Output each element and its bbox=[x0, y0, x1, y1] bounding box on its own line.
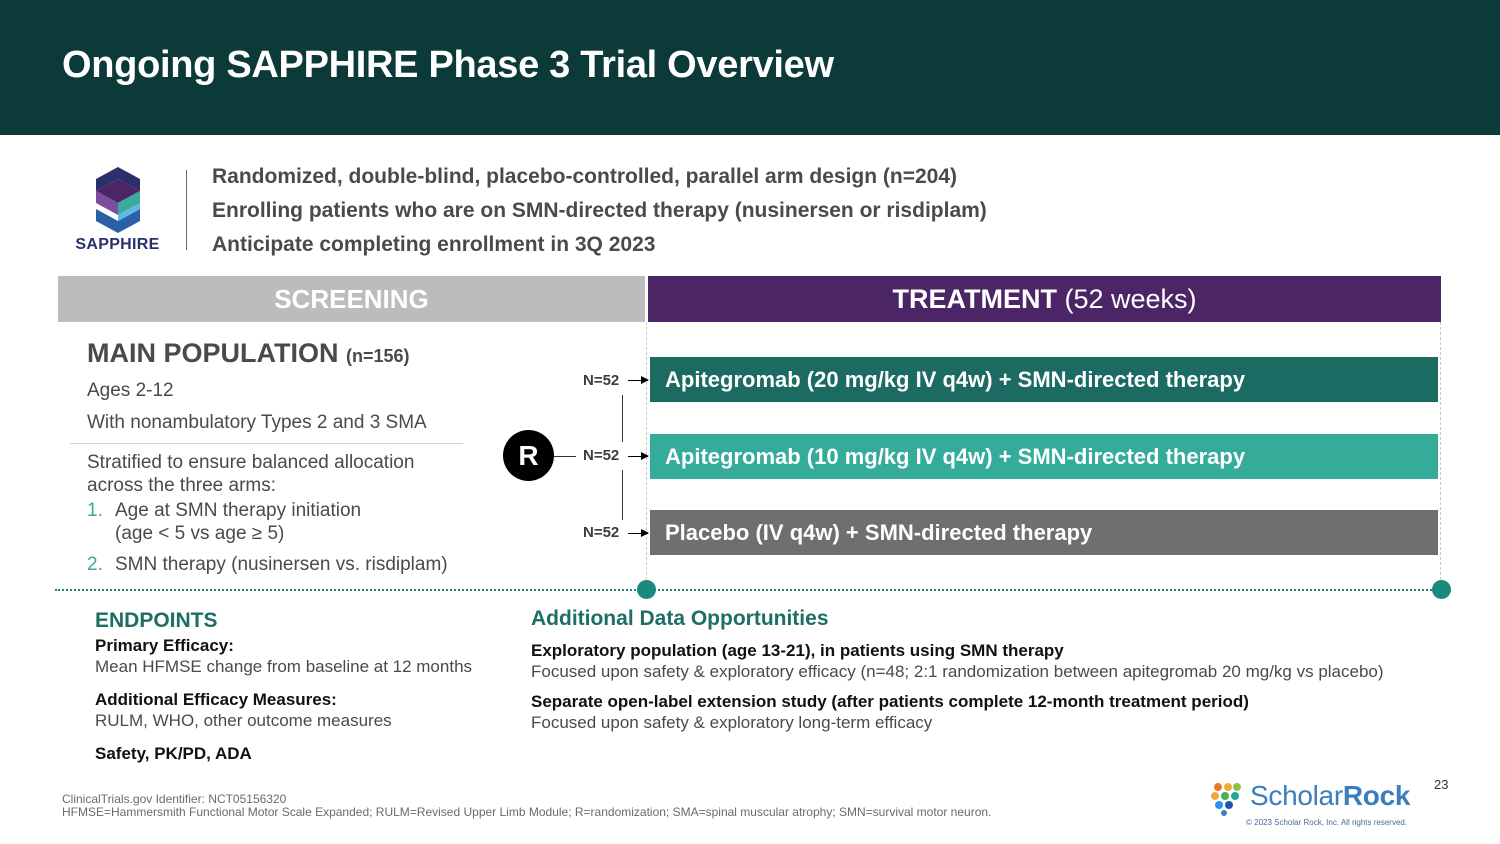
wordmark-bold: Rock bbox=[1342, 780, 1411, 811]
arm-1-n: N=52 bbox=[583, 372, 620, 389]
arm-apitegromab-10: Apitegromab (10 mg/kg IV q4w) + SMN-directed therapy bbox=[650, 434, 1438, 479]
population-title-text: MAIN POPULATION bbox=[87, 338, 339, 368]
wordmark-light: Scholar bbox=[1250, 780, 1343, 811]
exploratory-population-label: Exploratory population (age 13-21), in patients using SMN therapy bbox=[531, 641, 1064, 660]
population-title bbox=[87, 338, 410, 369]
population-n: (n=156) bbox=[346, 346, 410, 366]
scholar-rock-wordmark bbox=[1250, 780, 1410, 812]
treatment-header bbox=[648, 276, 1441, 322]
list-number: 1. bbox=[87, 500, 103, 521]
list-text: SMN therapy (nusinersen vs. risdiplam) bbox=[115, 554, 448, 575]
timeline-dotted-line bbox=[55, 589, 1443, 591]
list-text-line-2: (age < 5 vs age ≥ 5) bbox=[115, 523, 285, 544]
additional-efficacy-text: RULM, WHO, other outcome measures bbox=[95, 711, 392, 730]
extension-study-text: Focused upon safety & exploratory long-term efficacy bbox=[531, 713, 933, 732]
arm-connector-upper bbox=[622, 395, 623, 442]
additional-data-title: Additional Data Opportunities bbox=[531, 607, 829, 630]
stratification-line-2: across the three arms: bbox=[87, 475, 277, 496]
arm-apitegromab-20: Apitegromab (20 mg/kg IV q4w) + SMN-directed therapy bbox=[650, 357, 1438, 402]
additional-efficacy-label: Additional Efficacy Measures: bbox=[95, 690, 337, 709]
scholar-rock-logo bbox=[1210, 780, 1420, 820]
list-text-line-1: Age at SMN therapy initiation bbox=[115, 500, 362, 521]
endpoints-title: ENDPOINTS bbox=[95, 609, 218, 632]
treatment-duration: (52 weeks) bbox=[1056, 284, 1197, 314]
arm-3-n: N=52 bbox=[583, 524, 620, 541]
summary-design: Randomized, double-blind, placebo-controlled, parallel arm design (n=204) bbox=[212, 165, 958, 188]
treatment-end-line bbox=[1440, 322, 1441, 590]
timeline-start-dot bbox=[637, 580, 656, 599]
page-title: Ongoing SAPPHIRE Phase 3 Trial Overview bbox=[62, 44, 834, 86]
arm-1-arrow bbox=[628, 380, 648, 381]
population-divider bbox=[70, 443, 463, 444]
scholar-rock-logo-icon bbox=[1210, 782, 1244, 816]
logo-divider bbox=[186, 170, 187, 250]
trial-summary bbox=[212, 160, 987, 262]
timeline-end-dot bbox=[1432, 580, 1451, 599]
list-text bbox=[115, 499, 361, 545]
list-number: 2. bbox=[87, 554, 103, 575]
footnote-abbreviations: HFMSE=Hammersmith Functional Motor Scale Expanded; RULM=Revised Upper Limb Module; R=randomization; SMA=spinal muscular atrophy; SMN=survival motor neuron. bbox=[62, 805, 992, 819]
randomization-connector bbox=[554, 456, 576, 457]
arm-3-arrow bbox=[628, 533, 648, 534]
stratification-intro bbox=[87, 451, 414, 497]
arm-2-n: N=52 bbox=[583, 447, 620, 464]
population-ages: Ages 2-12 bbox=[87, 380, 174, 401]
sapphire-logo-text: SAPPHIRE bbox=[75, 236, 160, 253]
copyright: © 2023 Scholar Rock, Inc. All rights reserved. bbox=[1246, 818, 1408, 827]
summary-enrolling: Enrolling patients who are on SMN-directed therapy (nusinersen or risdiplam) bbox=[212, 199, 987, 222]
arm-placebo: Placebo (IV q4w) + SMN-directed therapy bbox=[650, 510, 1438, 555]
extension-study-label: Separate open-label extension study (after patients complete 12-month treatment period) bbox=[531, 692, 1249, 711]
population-sma-type: With nonambulatory Types 2 and 3 SMA bbox=[87, 412, 427, 433]
screening-header: SCREENING bbox=[58, 276, 645, 322]
footnote-identifier: ClinicalTrials.gov Identifier: NCT05156320 bbox=[62, 792, 287, 806]
stratification-line-1: Stratified to ensure balanced allocation bbox=[87, 452, 415, 473]
safety-label: Safety, PK/PD, ADA bbox=[95, 744, 252, 763]
header-bar bbox=[0, 0, 1500, 135]
page-number: 23 bbox=[1434, 777, 1449, 792]
arm-2-arrow bbox=[628, 456, 648, 457]
primary-efficacy-label: Primary Efficacy: bbox=[95, 636, 234, 655]
randomization-node: R bbox=[503, 430, 554, 481]
treatment-label: TREATMENT bbox=[892, 284, 1057, 314]
primary-efficacy-text: Mean HFMSE change from baseline at 12 months bbox=[95, 657, 473, 676]
sapphire-logo bbox=[70, 165, 165, 260]
arm-connector-lower bbox=[622, 470, 623, 520]
summary-enrollment-timing: Anticipate completing enrollment in 3Q 2023 bbox=[212, 233, 656, 256]
sapphire-logo-icon bbox=[96, 167, 140, 233]
exploratory-population-text: Focused upon safety & exploratory efficacy (n=48; 2:1 randomization between apitegromab 20 mg/kg vs placebo) bbox=[531, 662, 1384, 681]
